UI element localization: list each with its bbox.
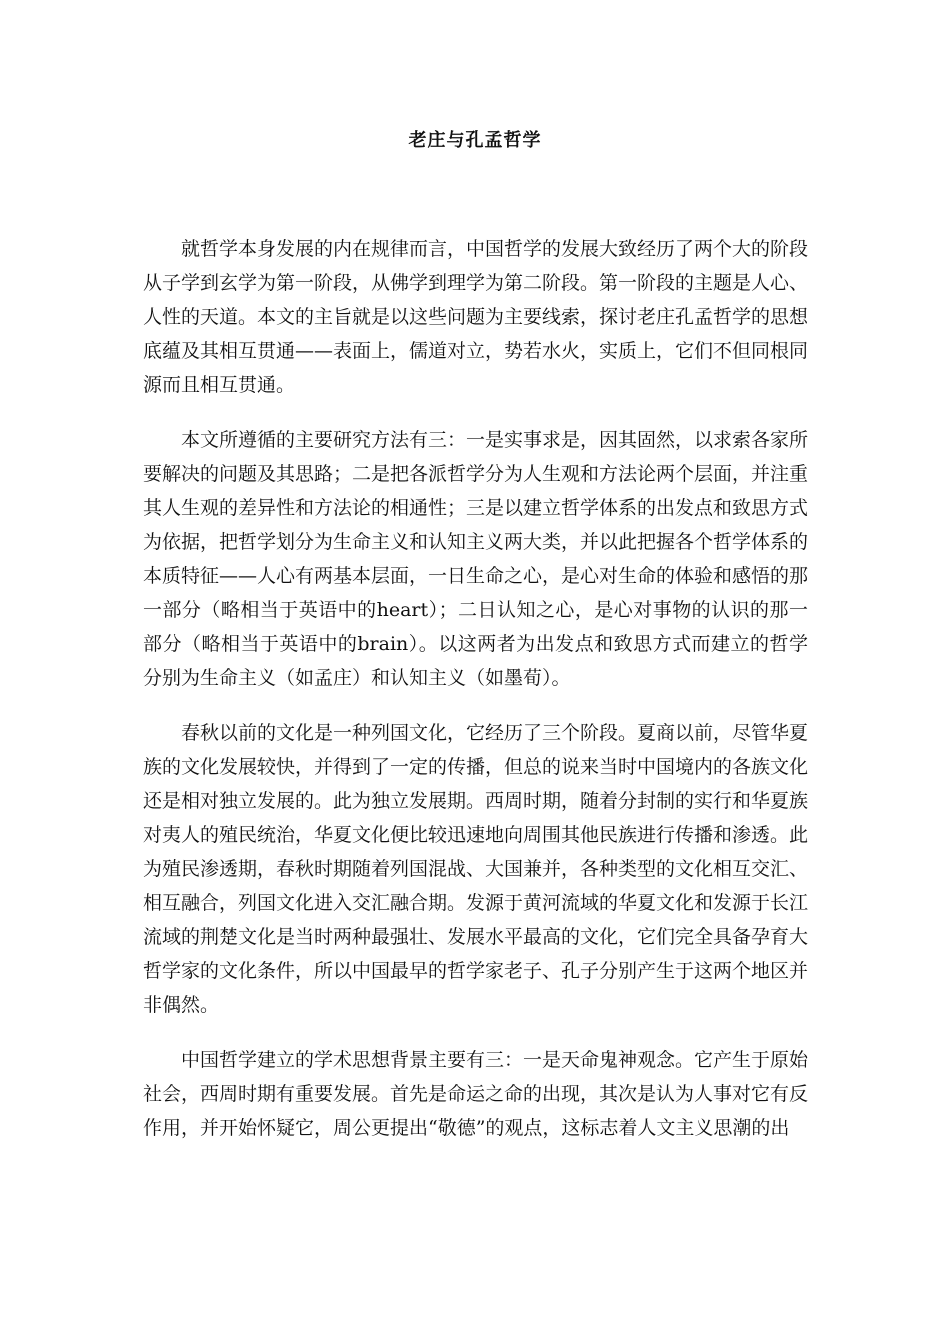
document-title: 老庄与孔孟哲学 [408, 130, 542, 151]
paragraph-1: 就哲学本身发展的内在规律而言，中国哲学的发展大致经历了两个大的阶段从子学到玄学为第一阶段，从佛学到理学为第二阶段。第一阶段的主题是人心、人性的天道。本文的主旨就是以这些问题为主要线索，探讨老庄孔孟哲学的思想底蕴及其相互贯通——表面上，儒道对立，势若水火，实质上，它们不但同根同源而且相互贯通。 [143, 238, 809, 396]
paragraph-4: 中国哲学建立的学术思想背景主要有三：一是天命鬼神观念。它产生于原始社会，西周时期有重要发展。首先是命运之命的出现，其次是认为人事对它有反作用，并开始怀疑它，周公更提出“敬德”的观点，这标志着人文主义思潮的出 [143, 1049, 809, 1139]
document-body [143, 232, 808, 1166]
paragraph-2: 本文所遵循的主要研究方法有三：一是实事求是，因其固然，以求索各家所要解决的问题及其思路；二是把各派哲学分为人生观和方法论两个层面，并注重其人生观的差异性和方法论的相通性；三是以建立哲学体系的出发点和致思方式为依据，把哲学划分为生命主义和认知主义两大类，并以此把握各个哲学体系的本质特征——人心有两基本层面，一日生命之心，是心对生命的体验和感悟的那一部分（略相当于英语中的heart）；二日认知之心，是心对事物的认识的那一部分（略相当于英语中的brain）。以这两者为出发点和致思方式而建立的哲学分别为生命主义（如孟庄）和认知主义（如墨荀）。 [143, 429, 809, 689]
paragraph-3: 春秋以前的文化是一种列国文化，它经历了三个阶段。夏商以前，尽管华夏族的文化发展较快，并得到了一定的传播，但总的说来当时中国境内的各族文化还是相对独立发展的。此为独立发展期。西周时期，随着分封制的实行和华夏族对夷人的殖民统治，华夏文化便比较迅速地向周围其他民族进行传播和渗透。此为殖民渗透期，春秋时期随着列国混战、大国兼并，各种类型的文化相互交汇、相互融合，列国文化进入交汇融合期。发源于黄河流域的华夏文化和发源于长江流域的荆楚文化是当时两种最强壮、发展水平最高的文化，它们完全具备孕育大哲学家的文化条件，所以中国最早的哲学家老子、孔子分别产生于这两个地区并非偶然。 [143, 722, 809, 1016]
